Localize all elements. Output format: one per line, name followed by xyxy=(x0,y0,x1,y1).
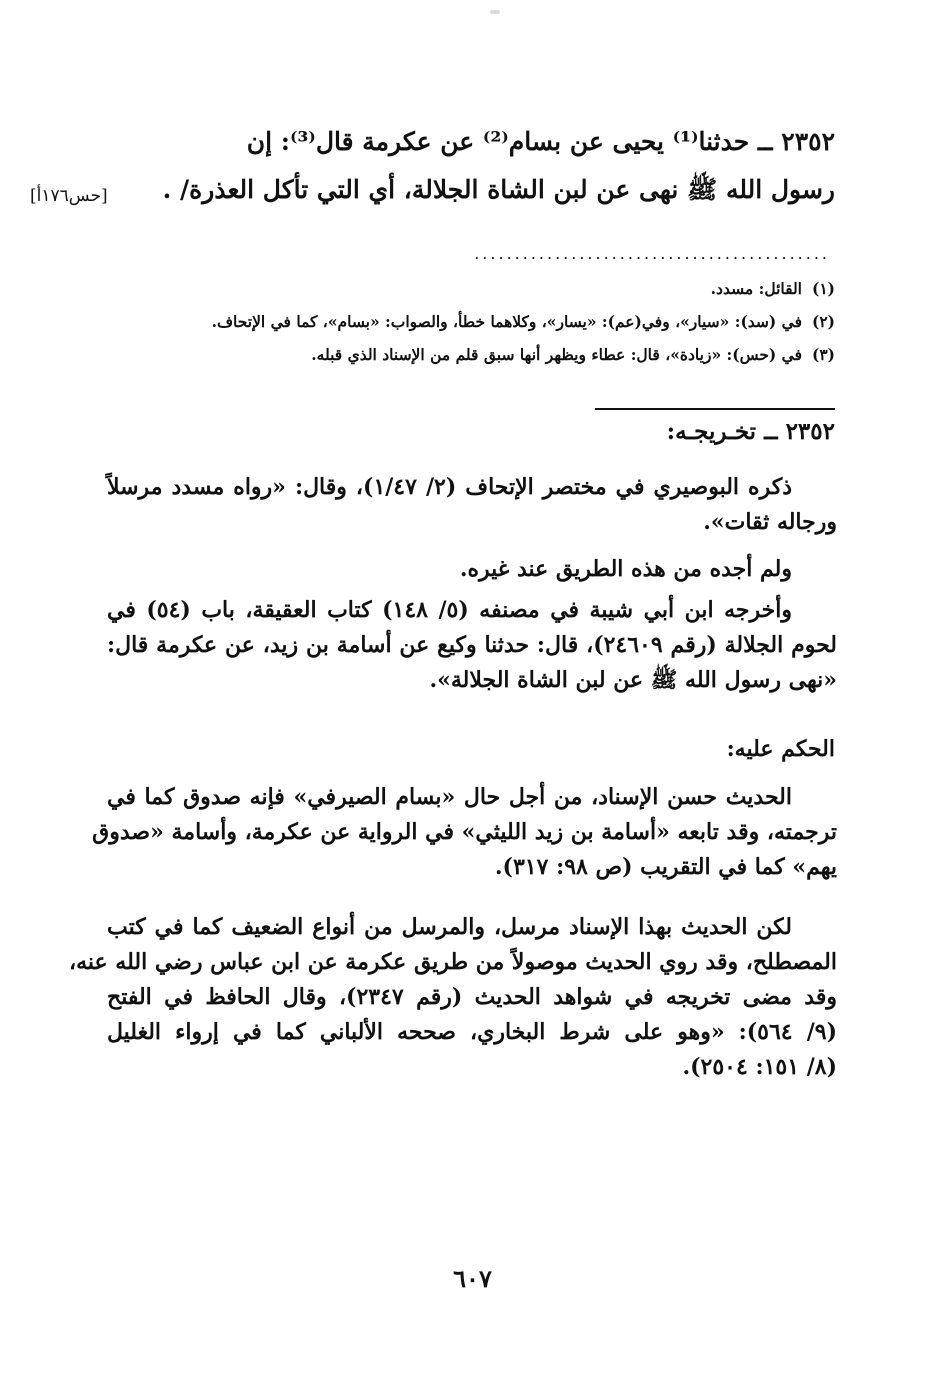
hukm-heading: الحكم عليه: xyxy=(726,736,835,762)
footnotes xyxy=(110,272,835,371)
paragraph-line: «نهى رسول الله ﷺ عن لبن الشاة الجلالة». xyxy=(429,667,837,693)
hadith-line-2: رسول الله ﷺ نهى عن لبن الشاة الجلالة، أي التي تأكل العذرة/ . xyxy=(162,175,835,204)
paragraph-line: (٩/ ٥٦٤): «وهو على شرط البخاري، صححه الألباني كما في إرواء الغليل xyxy=(107,1019,837,1045)
paragraph-line: لكن الحديث بهذا الإسناد مرسل، والمرسل من أنواع الضعيف كما في كتب xyxy=(107,914,792,940)
paragraph-line: (٨/ ١٥١: ٢٥٠٤). xyxy=(682,1054,837,1080)
scan-speck xyxy=(490,10,500,14)
takhrij-heading: ٢٣٥٢ ــ تخـريجـه: xyxy=(666,418,835,445)
footnote-1 xyxy=(110,272,835,305)
paragraph-line: ذكره البوصيري في مختصر الإتحاف (٢/ ١/٤٧)، وقال: «رواه مسدد مرسلاً xyxy=(107,474,792,500)
footnote-text: في (حس): «زيادة»، قال: عطاء ويظهر أنها سبق قلم من الإسناد الذي قبله. xyxy=(311,345,802,364)
paragraph-line: وقد مضى تخريجه في شواهد الحديث (رقم ٢٣٤٧)، وقال الحافظ في الفتح xyxy=(107,984,837,1010)
manuscript-reference: [حس١٧٦أ] xyxy=(30,186,108,206)
takhrij-paragraph-3 xyxy=(107,593,837,698)
hukm-paragraph-1 xyxy=(92,780,837,885)
hadith-text xyxy=(110,118,835,214)
paragraph-line: ولم أجده من هذه الطريق عند غيره. xyxy=(459,556,792,582)
takhrij-paragraph-1 xyxy=(107,470,837,540)
paragraph-line: يهم» كما في التقريب (ص ٩٨: ٣١٧). xyxy=(494,854,837,880)
paragraph-line: ورجاله ثقات». xyxy=(703,509,837,535)
footnote-number: (٣) xyxy=(811,345,835,364)
footnote-number: (١) xyxy=(811,279,835,298)
paragraph-line: الحديث حسن الإسناد، من أجل حال «بسام الصيرفي» فإنه صدوق كما في xyxy=(107,784,792,810)
hukm-paragraph-2 xyxy=(68,910,837,1085)
footnote-text: في (سد): «سيار»، وفي(عم): «يسار»، وكلاهما خطأ، والصواب: «بسام»، كما في الإتحاف. xyxy=(211,312,802,331)
hadith-line-1: ٢٣٥٢ ــ حدثنا⁽¹⁾ يحيى عن بسام⁽²⁾ عن عكرمة قال⁽³⁾: إن xyxy=(246,127,835,156)
paragraph-line: ترجمته، وقد تابعه «أسامة بن زيد الليثي» في الرواية عن عكرمة، وأسامة «صدوق xyxy=(92,819,837,845)
footnote-text: القائل: مسدد. xyxy=(710,279,802,298)
paragraph-line: وأخرجه ابن أبي شيبة في مصنفه (٥/ ١٤٨) كتاب العقيقة، باب (٥٤) في xyxy=(107,597,792,623)
page-number: ٦٠٧ xyxy=(453,1264,492,1293)
paragraph-line: لحوم الجلالة (رقم ٢٤٦٠٩)، قال: حدثنا وكيع عن أسامة بن زيد، عن عكرمة قال: xyxy=(107,632,837,658)
footnote-2 xyxy=(110,305,835,338)
section-rule xyxy=(595,408,835,410)
footnote-number: (٢) xyxy=(811,312,835,331)
paragraph-line: المصطلح، وقد روي الحديث موصولاً من طريق عكرمة عن ابن عباس رضي الله عنه، xyxy=(68,949,837,975)
dotted-separator: ............................................ xyxy=(474,244,830,263)
takhrij-paragraph-2 xyxy=(107,552,837,587)
footnote-3 xyxy=(110,338,835,371)
